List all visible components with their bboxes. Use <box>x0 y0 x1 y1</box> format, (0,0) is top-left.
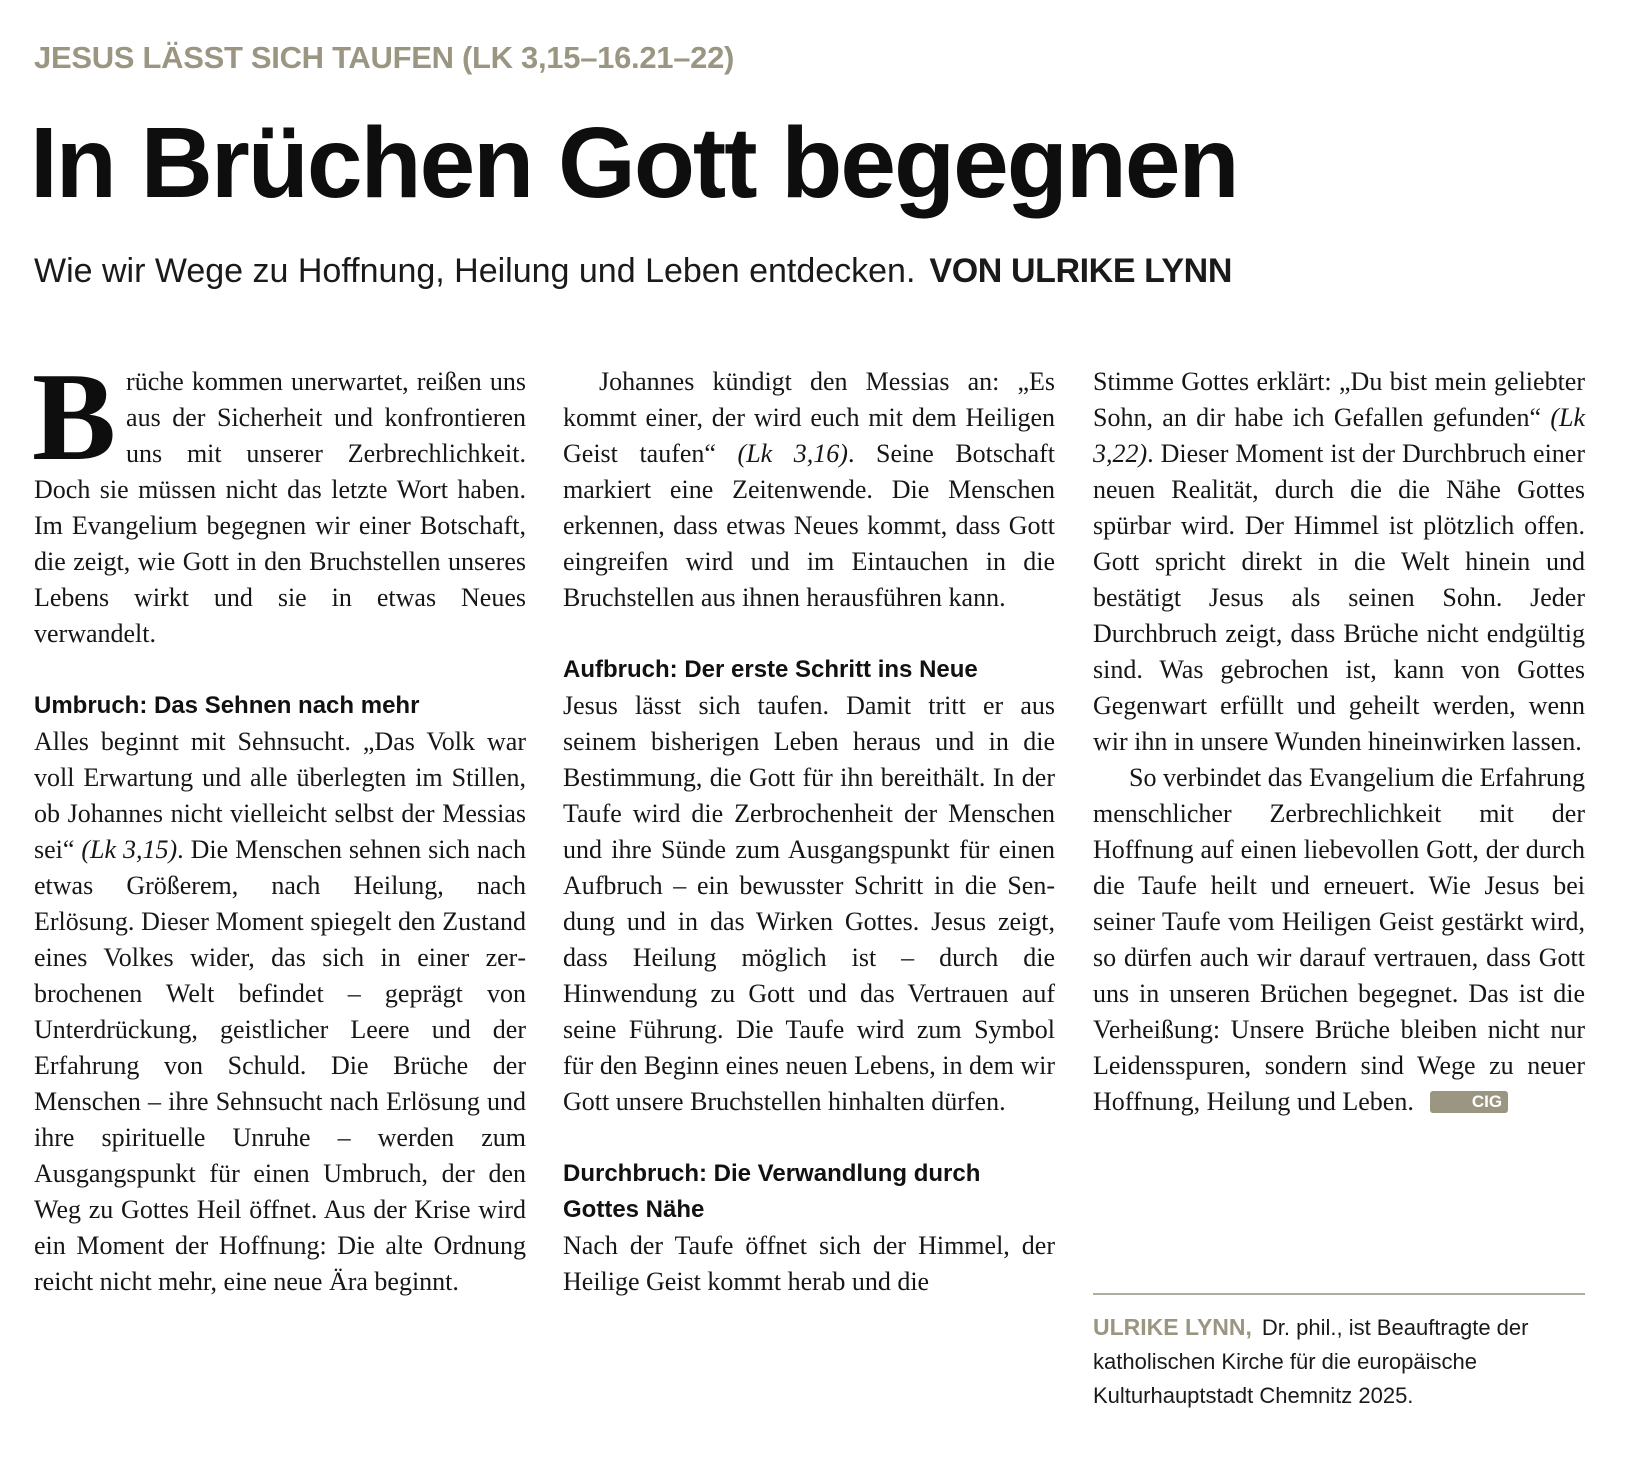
intro-text: rüche kommen unerwartet, reißen uns aus der Sicherheit und konfrontieren uns mit unserer Zerbrechlichkeit. Doch sie müssen nicht das letzte Wort haben. Im Evangelium begegnen wir einer Botschaft, die zeigt, wie Gott in den Bruchstellen unseres Lebens wirkt und sie in etwas Neues verwandelt. <box>34 367 526 648</box>
subhead-durchbruch: Durchbruch: Die Verwandlung durch Gottes Nähe <box>563 1160 981 1223</box>
spacer <box>563 1120 1055 1156</box>
intro-paragraph <box>32 348 526 652</box>
paragraph-durchbruch-cont <box>1093 364 1585 760</box>
standfirst-line <box>34 252 1232 291</box>
divider <box>1093 1293 1585 1295</box>
text-run: Johannes kündigt den Messias an: „Es kommt einer, der wird euch mit dem Heiligen Geist taufen“ <box>563 367 1055 468</box>
bible-reference: (Lk 3,16) <box>737 439 848 468</box>
paragraph-conclusion <box>1093 760 1585 1120</box>
text-run: Stimme Gottes erklärt: „Du bist mein geliebter Sohn, an dir habe ich Gefallen gefunden“ <box>1093 367 1585 432</box>
drop-cap: B <box>32 348 117 487</box>
author-description: Dr. phil., ist Beauftragte der katholischen Kirche für die europäische Kulturhauptstadt Chemnitz 2025. <box>1093 1315 1529 1408</box>
article-column-3 <box>1093 364 1585 1120</box>
paragraph-aufbruch: Jesus lässt sich taufen. Damit tritt er aus seinem bisherigen Leben heraus und in die Bestimmung, die Gott für ihn bereithält. In der Taufe wird die Zerbrochenheit der Menschen und ihre Sünde zum Ausgangspunkt für einen Aufbruch – ein bewusster Schritt in die Sendung und in das Wirken Gottes. Jesus zeigt, dass Heilung möglich ist – durch die Hinwendung zu Gott und das Vertrauen auf seine Führung. Die Taufe wird zum Symbol für den Beginn eines neuen Lebens, in dem wir Gott unsere Bruchstellen hinhalten dürfen. <box>563 691 1055 1116</box>
spacer <box>34 652 526 688</box>
text-run: . Dieser Moment ist der Durchbruch einer neuen Realität, durch die die Nähe Gottes spürbar wird. Der Himmel ist plötzlich offen. Gott spricht direkt in die Welt hinein und bestätigt Jesus als seinen Sohn. Jeder Durchbruch zeigt, dass Brüche nicht endgültig sind. Was gebrochen ist, kann von Gottes Gegenwart erfüllt und geheilt werden, wenn wir ihn in unsere Wunden hineinwirken lassen. <box>1093 439 1585 756</box>
bible-reference: (Lk 3,22) <box>1093 403 1586 468</box>
headline: In Brüchen Gott begegnen <box>30 107 1238 219</box>
spacer <box>563 616 1055 652</box>
author-name: ULRIKE LYNN, <box>1093 1314 1252 1340</box>
source-tag: CIG <box>1430 1091 1508 1113</box>
bible-reference: (Lk 3,15) <box>81 835 178 864</box>
standfirst: Wie wir Wege zu Hoffnung, Heilung und Leben entdecken. <box>34 252 916 290</box>
paragraph-johannes <box>563 364 1055 616</box>
text-run: . Seine Botschaft markiert eine Zeitenwende. Die Menschen erkennen, dass etwas Neues kommt, dass Gott eingreifen wird und im Eintauchen in die Bruchstellen aus ihnen herausführen kann. <box>563 439 1055 612</box>
subhead-umbruch: Umbruch: Das Sehnen nach mehr <box>34 692 420 719</box>
subhead-aufbruch: Aufbruch: Der erste Schritt ins Neue <box>563 656 978 683</box>
text-run: . Die Menschen sehnen sich nach etwas Größerem, nach Heilung, nach Erlösung. Dieser Moment spiegelt den Zustand eines Volkes wider, das sich in einer zerbrochenen Welt befindet – geprägt von Unterdrückung, geistlicher Leere und der Erfahrung von Schuld. Die Brüche der Menschen – ihre Sehnsucht nach Erlösung und ihre spirituelle Unruhe – werden zum Ausgangspunkt für einen Umbruch, der den Weg zu Gottes Heil öffnet. Aus der Krise wird ein Moment der Hoffnung: Die alte Ordnung reicht nicht mehr, eine neue Ära beginnt. <box>34 835 527 1296</box>
paragraph-durchbruch-start: Nach der Taufe öffnet sich der Himmel, der Heilige Geist kommt herab und die <box>563 1231 1055 1296</box>
author-bio <box>1093 1310 1585 1413</box>
kicker: JESUS LÄSST SICH TAUFEN (LK 3,15–16.21–22) <box>34 40 735 75</box>
byline: VON ULRIKE LYNN <box>929 252 1232 290</box>
article-column-1 <box>32 348 527 1300</box>
article-column-2 <box>563 364 1055 1300</box>
text-run: So verbindet das Evangelium die Erfahrung menschlicher Zerbrechlichkeit mit der Hoffnung auf einen liebevollen Gott, der durch die Taufe heilt und erneuert. Wie Jesus bei seiner Taufe vom Heiligen Geist gestärkt wird, so dürfen auch wir darauf vertrauen, dass Gott uns in unseren Brüchen begegnet. Das ist die Verheißung: Unsere Brüche bleiben nicht nur Leidensspuren, sondern sind Wege zu neuer Hoffnung, Heilung und Leben. <box>1093 763 1585 1116</box>
text-run: Alles beginnt mit Sehnsucht. „Das Volk war voll Erwartung und alle überlegten im Stillen, ob Johannes nicht vielleicht selbst der Messias sei“ <box>34 727 526 864</box>
paragraph-umbruch <box>34 724 526 1300</box>
